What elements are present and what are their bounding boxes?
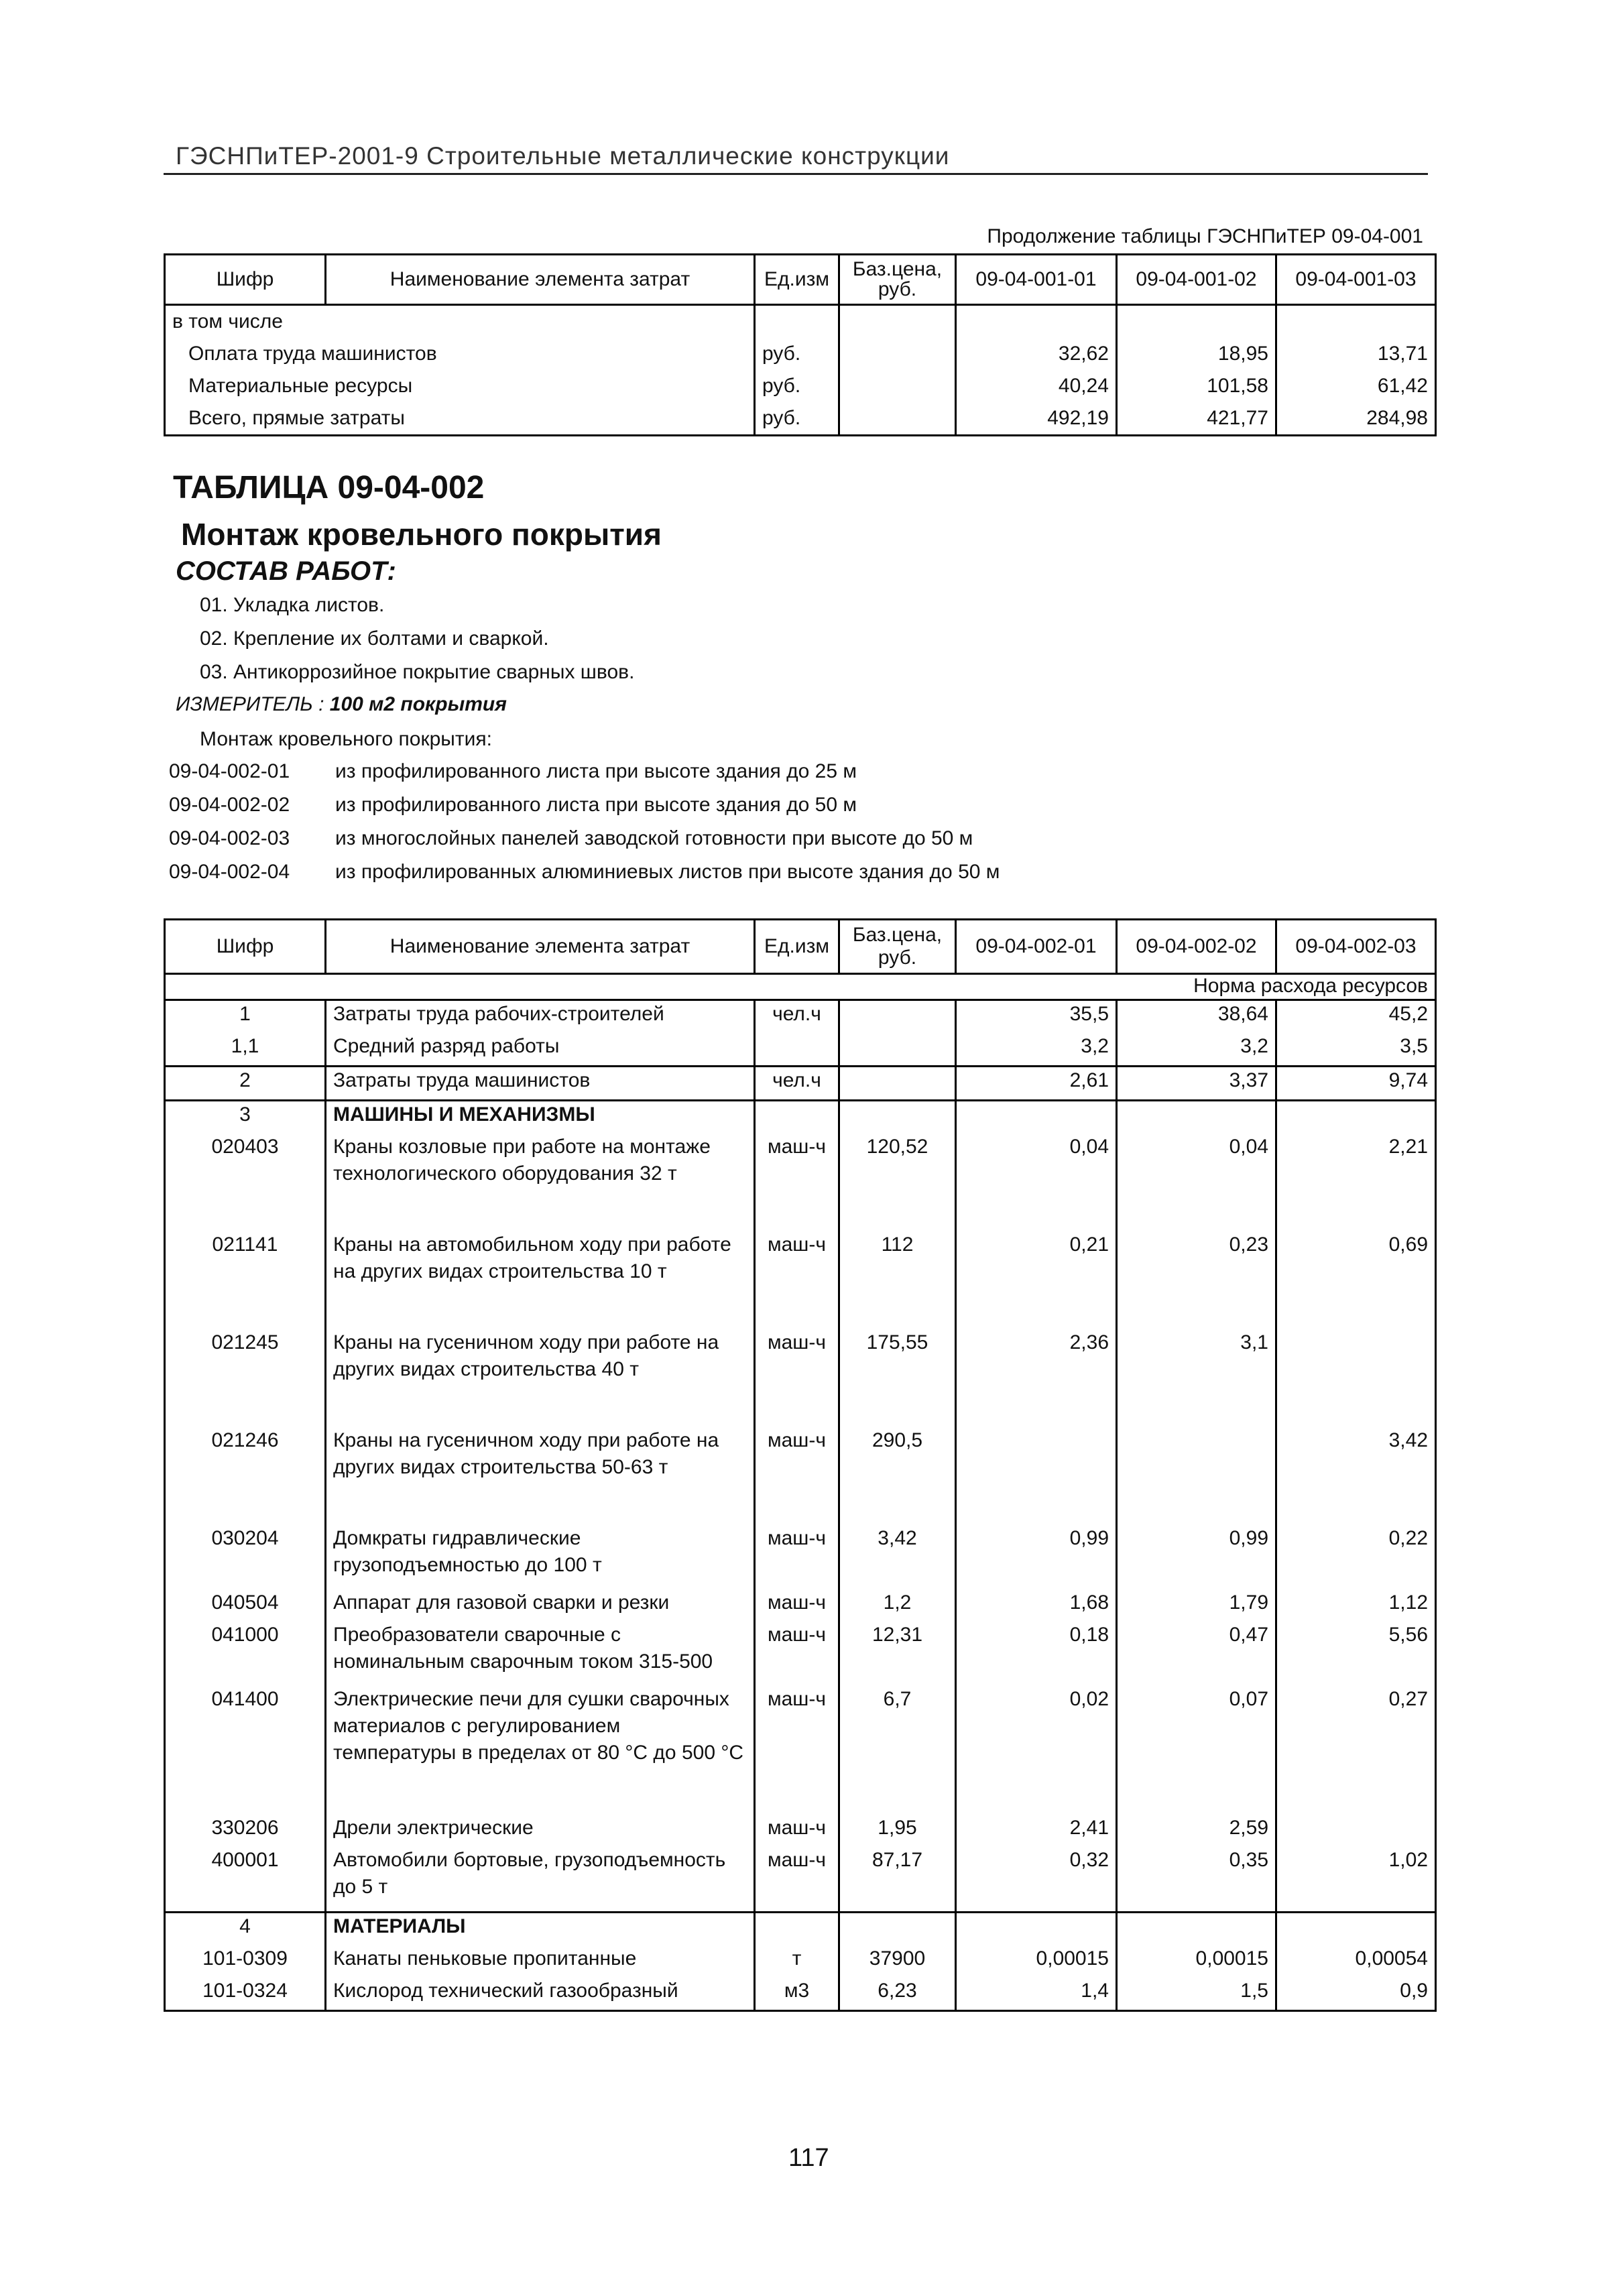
cell-unit: руб. bbox=[755, 338, 839, 370]
cell-unit: маш-ч bbox=[755, 1847, 839, 1913]
cell-name: Краны на гусеничном ходу при работе на других видах строительства 50-63 т bbox=[326, 1427, 755, 1525]
table-row bbox=[165, 1589, 1436, 1622]
cell-value: 1,5 bbox=[1117, 1978, 1276, 2011]
cell-code: 2 bbox=[165, 1067, 326, 1101]
table-row bbox=[165, 370, 1436, 402]
cell-name: Краны на гусеничном ходу при работе на других видах строительства 40 т bbox=[326, 1329, 755, 1427]
cell-value: 5,56 bbox=[1276, 1622, 1436, 1686]
cell-value bbox=[956, 1427, 1117, 1525]
cell-code: 041400 bbox=[211, 1688, 279, 1710]
cell-name: Затраты труда машинистов bbox=[326, 1067, 755, 1101]
cell-value: 0,00054 bbox=[1276, 1945, 1436, 1978]
norm-label: Норма расхода ресурсов bbox=[165, 974, 1436, 1000]
cell-value: 0,99 bbox=[1117, 1525, 1276, 1589]
cell-name: Краны на автомобильном ходу при работе на других видах строительства 10 т bbox=[326, 1231, 755, 1329]
cell-value: 61,42 bbox=[1276, 370, 1436, 402]
work-item: 03. Антикоррозийное покрытие сварных швов. bbox=[200, 661, 635, 683]
cell-value: 492,19 bbox=[956, 402, 1117, 436]
cell-value: 0,21 bbox=[956, 1231, 1117, 1329]
table-row bbox=[165, 1000, 1436, 1034]
cell-value: 3,2 bbox=[1117, 1033, 1276, 1067]
column-header: 09-04-001-01 bbox=[956, 255, 1117, 305]
cell-name: Преобразователи сварочные с номинальным сварочным током 315-500 bbox=[326, 1622, 755, 1686]
cell-value: 1,79 bbox=[1117, 1589, 1276, 1622]
cell-value: 2,59 bbox=[1117, 1815, 1276, 1847]
measure-line bbox=[176, 693, 507, 716]
cell-value: 40,24 bbox=[956, 370, 1117, 402]
section-title: Монтаж кровельного покрытия bbox=[181, 517, 662, 552]
cell-unit: м3 bbox=[755, 1978, 839, 2011]
cell-value: 2,21 bbox=[1276, 1134, 1436, 1231]
cell-code: 040504 bbox=[211, 1591, 279, 1614]
cell-value: 3,37 bbox=[1117, 1067, 1276, 1101]
cell-value bbox=[1276, 1101, 1436, 1134]
cell-code: 101-0324 bbox=[202, 1980, 288, 2002]
cell-price: 290,5 bbox=[839, 1427, 956, 1525]
column-header: Ед.изм bbox=[755, 255, 839, 305]
cell-value: 3,5 bbox=[1276, 1033, 1436, 1067]
cell-code: 021245 bbox=[211, 1331, 279, 1353]
column-header: Наименование элемента затрат bbox=[326, 920, 755, 974]
continuation-table bbox=[164, 253, 1437, 436]
cell-price: 3,42 bbox=[839, 1525, 956, 1589]
cell-value: 1,12 bbox=[1276, 1589, 1436, 1622]
cell-unit bbox=[755, 1033, 839, 1067]
cell-value: 3,1 bbox=[1117, 1329, 1276, 1427]
code-item bbox=[169, 760, 857, 783]
cell-value: 9,74 bbox=[1276, 1067, 1436, 1101]
cell-code: 021141 bbox=[212, 1233, 278, 1256]
cell-value: 3,2 bbox=[956, 1033, 1117, 1067]
cell-value: 284,98 bbox=[1276, 402, 1436, 436]
table-row bbox=[165, 338, 1436, 370]
cell-price bbox=[839, 338, 956, 370]
cell-name: Всего, прямые затраты bbox=[188, 407, 405, 429]
cell-value: 18,95 bbox=[1117, 338, 1276, 370]
column-header: Ед.изм bbox=[755, 920, 839, 974]
continuation-note: Продолжение таблицы ГЭСНПиТЕР 09-04-001 bbox=[987, 225, 1423, 247]
cell-price: 37900 bbox=[839, 1945, 956, 1978]
work-item: 02. Крепление их болтами и сваркой. bbox=[200, 627, 549, 650]
cell-value: 0,99 bbox=[956, 1525, 1117, 1589]
code-item bbox=[169, 794, 857, 817]
cell-code: 1,1 bbox=[231, 1035, 259, 1057]
table-row bbox=[165, 1525, 1436, 1589]
cell-price bbox=[839, 305, 956, 339]
cell-price: 6,23 bbox=[839, 1978, 956, 2011]
cell-value bbox=[956, 1101, 1117, 1134]
cell-value: 0,47 bbox=[1117, 1622, 1276, 1686]
column-header: 09-04-002-03 bbox=[1276, 920, 1436, 974]
cell-unit: маш-ч bbox=[755, 1231, 839, 1329]
table-row bbox=[165, 1134, 1436, 1231]
table-row bbox=[165, 1101, 1436, 1134]
cell-price: 175,55 bbox=[839, 1329, 956, 1427]
norm-row bbox=[165, 974, 1436, 1000]
cell-value: 0,00015 bbox=[1117, 1945, 1276, 1978]
cell-unit bbox=[755, 1913, 839, 1946]
cell-price: 1,95 bbox=[839, 1815, 956, 1847]
cell-unit: маш-ч bbox=[755, 1686, 839, 1815]
cell-code: 400001 bbox=[211, 1849, 279, 1871]
cell-name: Затраты труда рабочих-строителей bbox=[326, 1000, 755, 1034]
cell-value: 0,9 bbox=[1276, 1978, 1436, 2011]
table-row bbox=[165, 1913, 1436, 1946]
running-header: ГЭСНПиТЕР-2001-9 Строительные металлические конструкции bbox=[176, 142, 950, 170]
cell-code: 030204 bbox=[211, 1527, 279, 1549]
cell-unit: маш-ч bbox=[755, 1134, 839, 1231]
cell-code: 101-0309 bbox=[202, 1947, 288, 1970]
cell-price bbox=[839, 1101, 956, 1134]
cell-value bbox=[1117, 305, 1276, 339]
cell-code: 041000 bbox=[211, 1624, 279, 1646]
cell-value: 2,36 bbox=[956, 1329, 1117, 1427]
mount-label: Монтаж кровельного покрытия: bbox=[200, 728, 492, 750]
table-row bbox=[165, 1815, 1436, 1847]
cell-name: Оплата труда машинистов bbox=[188, 343, 437, 365]
cell-name: Краны козловые при работе на монтаже технологического оборудования 32 т bbox=[326, 1134, 755, 1231]
cell-code: 1 bbox=[239, 1003, 251, 1025]
cell-name: Автомобили бортовые, грузоподъемность до 5 т bbox=[326, 1847, 755, 1913]
cell-price bbox=[839, 370, 956, 402]
column-header: 09-04-001-02 bbox=[1117, 255, 1276, 305]
table-row bbox=[165, 1329, 1436, 1427]
cell-value: 0,00015 bbox=[956, 1945, 1117, 1978]
cell-unit: руб. bbox=[755, 370, 839, 402]
table-header-row bbox=[165, 920, 1436, 974]
measure-value: 100 м2 покрытия bbox=[329, 693, 507, 715]
cell-value: 0,69 bbox=[1276, 1231, 1436, 1329]
cell-value: 1,4 bbox=[956, 1978, 1117, 2011]
cell-code: 4 bbox=[165, 1913, 326, 1946]
cell-value: 0,32 bbox=[956, 1847, 1117, 1913]
cell-price: 12,31 bbox=[839, 1622, 956, 1686]
cell-value: 0,23 bbox=[1117, 1231, 1276, 1329]
resource-rows bbox=[165, 1000, 1436, 2011]
column-header: 09-04-002-02 bbox=[1117, 920, 1276, 974]
code-item bbox=[169, 827, 973, 850]
cell-price bbox=[839, 1913, 956, 1946]
cell-value: 0,18 bbox=[956, 1622, 1117, 1686]
cell-code: в том числе bbox=[172, 310, 283, 333]
table-row bbox=[165, 305, 1436, 339]
cell-value: 2,41 bbox=[956, 1815, 1117, 1847]
cell-value: 0,02 bbox=[956, 1686, 1117, 1815]
column-header: Шифр bbox=[165, 920, 326, 974]
cell-code: 020403 bbox=[211, 1136, 279, 1158]
resource-table bbox=[164, 918, 1437, 2012]
cell-value: 38,64 bbox=[1117, 1000, 1276, 1034]
cell-name: МАТЕРИАЛЫ bbox=[326, 1913, 755, 1946]
code-description: из многослойных панелей заводской готовности при высоте до 50 м bbox=[335, 827, 973, 849]
cell-name: Материальные ресурсы bbox=[188, 375, 413, 397]
cell-unit: маш-ч bbox=[755, 1589, 839, 1622]
cell-value bbox=[1276, 1329, 1436, 1427]
cell-unit: руб. bbox=[755, 402, 839, 436]
column-header: Баз.цена, руб. bbox=[839, 255, 956, 305]
cell-value bbox=[1117, 1913, 1276, 1946]
cell-price: 87,17 bbox=[839, 1847, 956, 1913]
cell-value: 101,58 bbox=[1117, 370, 1276, 402]
cell-price bbox=[839, 1067, 956, 1101]
column-header: 09-04-001-03 bbox=[1276, 255, 1436, 305]
code-number: 09-04-002-01 bbox=[169, 760, 290, 782]
table-row bbox=[165, 1427, 1436, 1525]
work-item: 01. Укладка листов. bbox=[200, 594, 385, 616]
cell-unit: маш-ч bbox=[755, 1329, 839, 1427]
column-header: 09-04-002-01 bbox=[956, 920, 1117, 974]
table-row bbox=[165, 1978, 1436, 2011]
cell-value: 0,27 bbox=[1276, 1686, 1436, 1815]
cell-value bbox=[1117, 1101, 1276, 1134]
cell-value bbox=[1117, 1427, 1276, 1525]
measure-label: ИЗМЕРИТЕЛЬ : bbox=[176, 693, 324, 715]
table-header-row bbox=[165, 255, 1436, 305]
cell-name: Домкраты гидравлические грузоподъемностью до 100 т bbox=[326, 1525, 755, 1589]
cell-price: 6,7 bbox=[839, 1686, 956, 1815]
cell-unit: маш-ч bbox=[755, 1525, 839, 1589]
cell-name: Аппарат для газовой сварки и резки bbox=[326, 1589, 755, 1622]
cell-value bbox=[956, 1913, 1117, 1946]
cell-value: 45,2 bbox=[1276, 1000, 1436, 1034]
code-description: из профилированных алюминиевых листов при высоте здания до 50 м bbox=[335, 861, 1000, 883]
header-rule bbox=[164, 173, 1428, 175]
cell-price bbox=[839, 402, 956, 436]
cell-name: Дрели электрические bbox=[326, 1815, 755, 1847]
cell-value bbox=[956, 305, 1117, 339]
cell-value bbox=[1276, 305, 1436, 339]
cell-unit: маш-ч bbox=[755, 1427, 839, 1525]
cell-unit: чел.ч bbox=[755, 1000, 839, 1034]
cell-price: 120,52 bbox=[839, 1134, 956, 1231]
cell-value: 0,04 bbox=[1117, 1134, 1276, 1231]
cell-value bbox=[1276, 1913, 1436, 1946]
cell-value: 421,77 bbox=[1117, 402, 1276, 436]
cell-unit: т bbox=[755, 1945, 839, 1978]
cell-value: 32,62 bbox=[956, 338, 1117, 370]
cell-value: 3,42 bbox=[1276, 1427, 1436, 1525]
column-header: Шифр bbox=[165, 255, 326, 305]
cell-name: Средний разряд работы bbox=[326, 1033, 755, 1067]
cell-value: 0,35 bbox=[1117, 1847, 1276, 1913]
code-number: 09-04-002-04 bbox=[169, 861, 290, 883]
table-row bbox=[165, 1622, 1436, 1686]
cell-value: 0,07 bbox=[1117, 1686, 1276, 1815]
cell-name: Электрические печи для сушки сварочных материалов с регулированием температуры в пределах от 80 °С до 500 °С bbox=[326, 1686, 755, 1815]
cell-code: 330206 bbox=[211, 1817, 279, 1839]
cell-unit: маш-ч bbox=[755, 1815, 839, 1847]
cell-value: 0,04 bbox=[956, 1134, 1117, 1231]
cell-name: Канаты пеньковые пропитанные bbox=[326, 1945, 755, 1978]
cell-value: 2,61 bbox=[956, 1067, 1117, 1101]
page-number: 117 bbox=[788, 2144, 829, 2172]
cell-value bbox=[1276, 1815, 1436, 1847]
cell-code: 3 bbox=[165, 1101, 326, 1134]
cell-name: МАШИНЫ И МЕХАНИЗМЫ bbox=[326, 1101, 755, 1134]
code-number: 09-04-002-03 bbox=[169, 827, 290, 849]
table-row bbox=[165, 1945, 1436, 1978]
table-row bbox=[165, 1033, 1436, 1067]
table-row bbox=[165, 402, 1436, 436]
cell-price bbox=[839, 1033, 956, 1067]
composition-label: СОСТАВ РАБОТ: bbox=[176, 556, 396, 586]
table-row bbox=[165, 1847, 1436, 1913]
code-description: из профилированного листа при высоте здания до 50 м bbox=[335, 794, 857, 816]
cell-value: 0,22 bbox=[1276, 1525, 1436, 1589]
table-title: ТАБЛИЦА 09-04-002 bbox=[173, 470, 485, 505]
table-row bbox=[165, 1067, 1436, 1101]
code-number: 09-04-002-02 bbox=[169, 794, 290, 816]
cell-price bbox=[839, 1000, 956, 1034]
column-header: Баз.цена, руб. bbox=[839, 920, 956, 974]
cell-value: 1,68 bbox=[956, 1589, 1117, 1622]
cell-value: 1,02 bbox=[1276, 1847, 1436, 1913]
cell-price: 1,2 bbox=[839, 1589, 956, 1622]
cell-code: 021246 bbox=[211, 1429, 279, 1451]
table-row bbox=[165, 1686, 1436, 1815]
column-header: Наименование элемента затрат bbox=[326, 255, 755, 305]
table-row bbox=[165, 1231, 1436, 1329]
cell-price: 112 bbox=[839, 1231, 956, 1329]
code-description: из профилированного листа при высоте здания до 25 м bbox=[335, 760, 857, 782]
cell-unit bbox=[755, 305, 839, 339]
code-item bbox=[169, 861, 1000, 884]
cell-name: Кислород технический газообразный bbox=[326, 1978, 755, 2011]
cell-value: 35,5 bbox=[956, 1000, 1117, 1034]
cell-unit: маш-ч bbox=[755, 1622, 839, 1686]
cell-unit bbox=[755, 1101, 839, 1134]
cell-unit: чел.ч bbox=[755, 1067, 839, 1101]
cell-value: 13,71 bbox=[1276, 338, 1436, 370]
